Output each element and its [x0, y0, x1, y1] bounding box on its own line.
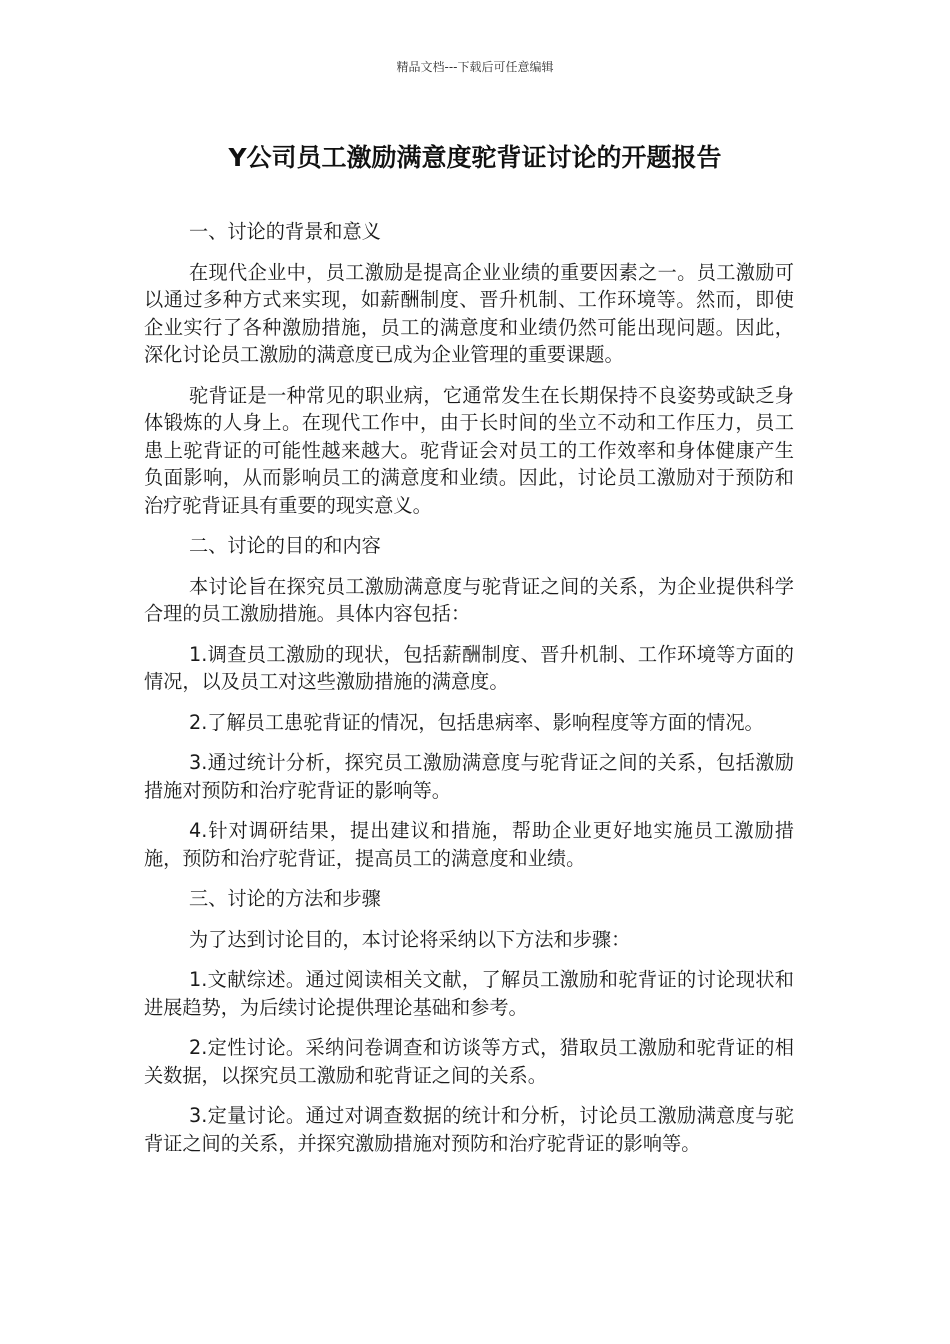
paragraph-background-2: 驼背证是一种常见的职业病，它通常发生在长期保持不良姿势或缺乏身体锻炼的人身上。在现代工作中，由于长时间的坐立不动和工作压力，员工患上驼背证的可能性越来越大。驼背证会对员工的工作效率和身体健康产生负面影响，从而影响员工的满意度和业绩。因此，讨论员工激励对于预防和治疗驼背证具有重要的现实意义。 — [144, 383, 794, 517]
list-item-method-2: 2.定性讨论。采纳问卷调查和访谈等方式，猎取员工激励和驼背证的相关数据，以探究员工激励和驼背证之间的关系。 — [144, 1036, 794, 1087]
page-header: 精品文档---下载后可任意编辑 — [396, 60, 554, 74]
section-heading-methods: 三、讨论的方法和步骤 — [189, 887, 381, 910]
list-item-purpose-4: 4.针对调研结果，提出建议和措施，帮助企业更好地实施员工激励措施，预防和治疗驼背证，提高员工的满意度和业绩。 — [144, 819, 794, 870]
document-body — [144, 218, 794, 1170]
section-heading-background: 一、讨论的背景和意义 — [189, 220, 381, 243]
document-title: Y公司员工激励满意度驼背证讨论的开题报告 — [228, 143, 722, 172]
paragraph-purpose-intro: 本讨论旨在探究员工激励满意度与驼背证之间的关系，为企业提供科学合理的员工激励措施。具体内容包括： — [144, 574, 794, 625]
list-item-purpose-3: 3.通过统计分析，探究员工激励满意度与驼背证之间的关系，包括激励措施对预防和治疗驼背证的影响等。 — [144, 751, 794, 802]
paragraph-methods-intro: 为了达到讨论目的，本讨论将采纳以下方法和步骤： — [189, 927, 631, 951]
list-item-purpose-1: 1.调查员工激励的现状，包括薪酬制度、晋升机制、工作环境等方面的情况，以及员工对这些激励措施的满意度。 — [144, 642, 794, 693]
paragraph-background-1: 在现代企业中，员工激励是提高企业业绩的重要因素之一。员工激励可以通过多种方式来实现，如薪酬制度、晋升机制、工作环境等。然而，即使企业实行了各种激励措施，员工的满意度和业绩仍然可能出现问题。因此，深化讨论员工激励的满意度已成为企业管理的重要课题。 — [144, 260, 794, 366]
list-item-method-1: 1.文献综述。通过阅读相关文献，了解员工激励和驼背证的讨论现状和进展趋势，为后续讨论提供理论基础和参考。 — [144, 968, 794, 1019]
list-item-method-3: 3.定量讨论。通过对调查数据的统计和分析，讨论员工激励满意度与驼背证之间的关系，并探究激励措施对预防和治疗驼背证的影响等。 — [144, 1104, 794, 1155]
list-item-purpose-2: 2.了解员工患驼背证的情况，包括患病率、影响程度等方面的情况。 — [189, 710, 764, 734]
section-heading-purpose: 二、讨论的目的和内容 — [189, 534, 381, 557]
